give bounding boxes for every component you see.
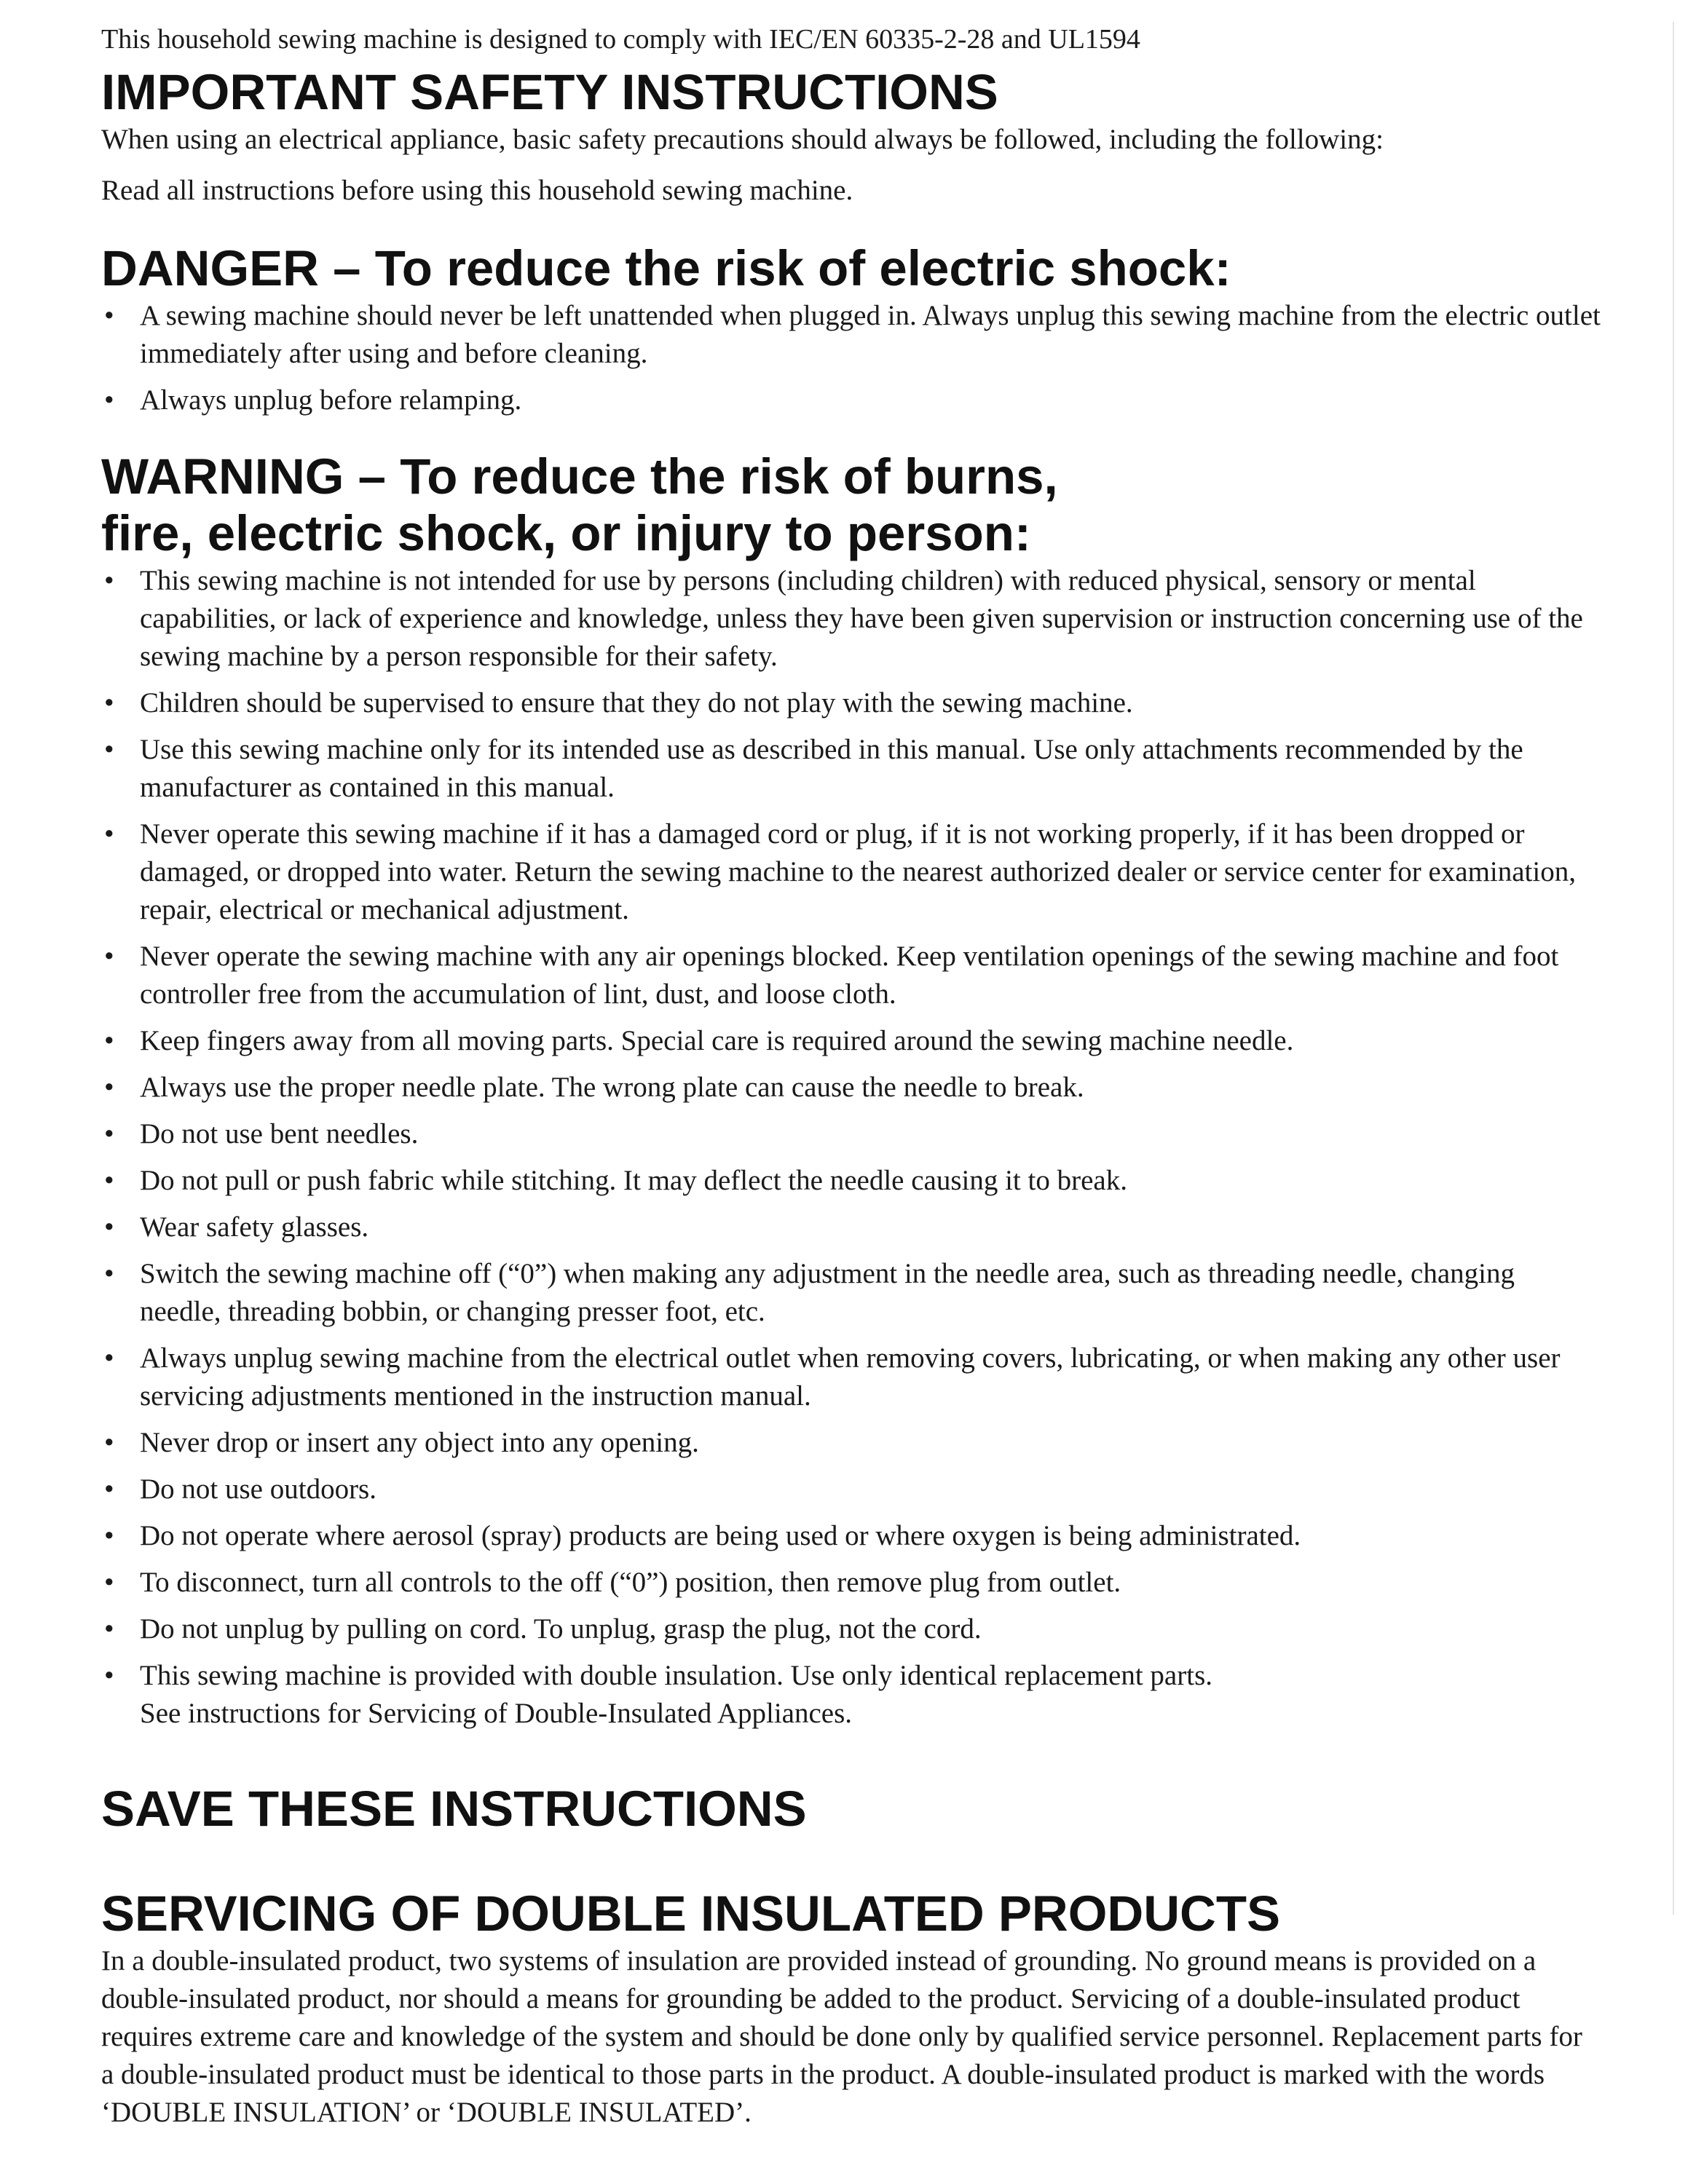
list-item: • Switch the sewing machine off (“0”) when making any adjustment in the needle area, such as threading needle, changing needle, threading bobbin, or changing presser foot, etc. [101,1255,1601,1331]
list-item: • This sewing machine is provided with double insulation. Use only identical replacement parts. See instructions for Servicing of Double-Insulated Appliances. [101,1657,1601,1733]
list-item: • Never drop or insert any object into any opening. [101,1424,1601,1462]
servicing-section [101,1886,1601,2132]
servicing-title: SERVICING OF DOUBLE INSULATED PRODUCTS [101,1886,1281,1942]
bullet-icon: • [104,1211,114,1243]
save-section [101,1781,1601,1837]
manual-page [101,22,1601,2132]
bullet-icon: • [104,1520,114,1551]
bullet-icon: • [104,1427,114,1458]
list-item: • Always unplug before relamping. [101,381,1601,419]
list-item: • To disconnect, turn all controls to the off (“0”) position, then remove plug from outlet. [101,1564,1601,1602]
warning-title: WARNING – To reduce the risk of burns, fire, electric shock, or injury to person: [101,448,1058,561]
bullet-icon: • [104,1473,114,1505]
list-item: • Wear safety glasses. [101,1208,1601,1246]
bullet-icon: • [104,1072,114,1103]
list-item: • Use this sewing machine only for its intended use as described in this manual. Use only attachments recommended by the manufacturer as contained in this manual. [101,731,1601,807]
list-item: • Do not use outdoors. [101,1471,1601,1508]
list-item: • This sewing machine is not intended for use by persons (including children) with reduced physical, sensory or mental capabilities, or lack of experience and knowledge, unless they have been given supervision or instruction concerning use of the sewing machine by a person responsible for their safety. [101,562,1601,676]
list-item: • Always unplug sewing machine from the electrical outlet when removing covers, lubricating, or when making any other user servicing adjustments mentioned in the instruction manual. [101,1340,1601,1415]
bullet-icon: • [104,1025,114,1056]
page-edge-line [1673,22,1674,1915]
bullet-icon: • [104,565,114,596]
warning-list [101,562,1601,1733]
bullet-icon: • [104,818,114,850]
bullet-icon: • [104,1258,114,1289]
bullet-icon: • [104,384,114,416]
servicing-body: In a double-insulated product, two systems of insulation are provided instead of grounding. No ground means is provided on a double-insulated product, nor should a means for grounding be added to the product. Servicing of a double-insulated product requires extreme care and knowledge of the system and should be done only by qualified service personnel. Replacement parts for a double-insulated product must be identical to those parts in the product. A double-insulated product is marked with the words ‘DOUBLE INSULATION’ or ‘DOUBLE INSULATED’. [101,1945,1582,2128]
list-item: • Children should be supervised to ensure that they do not play with the sewing machine. [101,684,1601,722]
important-title: IMPORTANT SAFETY INSTRUCTIONS [101,64,998,120]
bullet-icon: • [104,1342,114,1374]
list-item: • Never operate this sewing machine if it has a damaged cord or plug, if it is not working properly, if it has been dropped or damaged, or dropped into water. Return the sewing machine to the nearest authorized dealer or service center for examination, repair, electrical or mechanical adjustment. [101,815,1601,929]
list-item: • Keep fingers away from all moving parts. Special care is required around the sewing machine needle. [101,1022,1601,1060]
danger-list [101,297,1601,419]
read-instructions: Read all instructions before using this household sewing machine. [101,175,853,206]
bullet-icon: • [104,941,114,972]
bullet-icon: • [104,1118,114,1150]
bullet-icon: • [104,300,114,331]
list-item: • Always use the proper needle plate. The wrong plate can cause the needle to break. [101,1069,1601,1107]
list-item: • Do not pull or push fabric while stitching. It may deflect the needle causing it to break. [101,1162,1601,1200]
important-section [101,64,1601,210]
bullet-icon: • [104,1567,114,1598]
bullet-icon: • [104,1660,114,1691]
list-item: • Never operate the sewing machine with any air openings blocked. Keep ventilation openings of the sewing machine and foot controller free from the accumulation of lint, dust, and loose cloth. [101,938,1601,1013]
list-item: • A sewing machine should never be left unattended when plugged in. Always unplug this sewing machine from the electric outlet immediately after using and before cleaning. [101,297,1601,373]
bullet-icon: • [104,1165,114,1196]
danger-title: DANGER – To reduce the risk of electric shock: [101,240,1231,296]
list-item: • Do not operate where aerosol (spray) products are being used or where oxygen is being administrated. [101,1517,1601,1555]
bullet-icon: • [104,734,114,765]
list-item: • Do not use bent needles. [101,1115,1601,1153]
danger-section [101,240,1601,419]
list-item: • Do not unplug by pulling on cord. To unplug, grasp the plug, not the cord. [101,1610,1601,1648]
save-title: SAVE THESE INSTRUCTIONS [101,1781,807,1837]
important-intro: When using an electrical appliance, basic safety precautions should always be followed, including the following: [101,124,1384,155]
bullet-icon: • [104,687,114,719]
warning-section [101,448,1601,1733]
compliance-note: This household sewing machine is designed to comply with IEC/EN 60335-2-28 and UL1594 [101,24,1140,55]
bullet-icon: • [104,1613,114,1645]
